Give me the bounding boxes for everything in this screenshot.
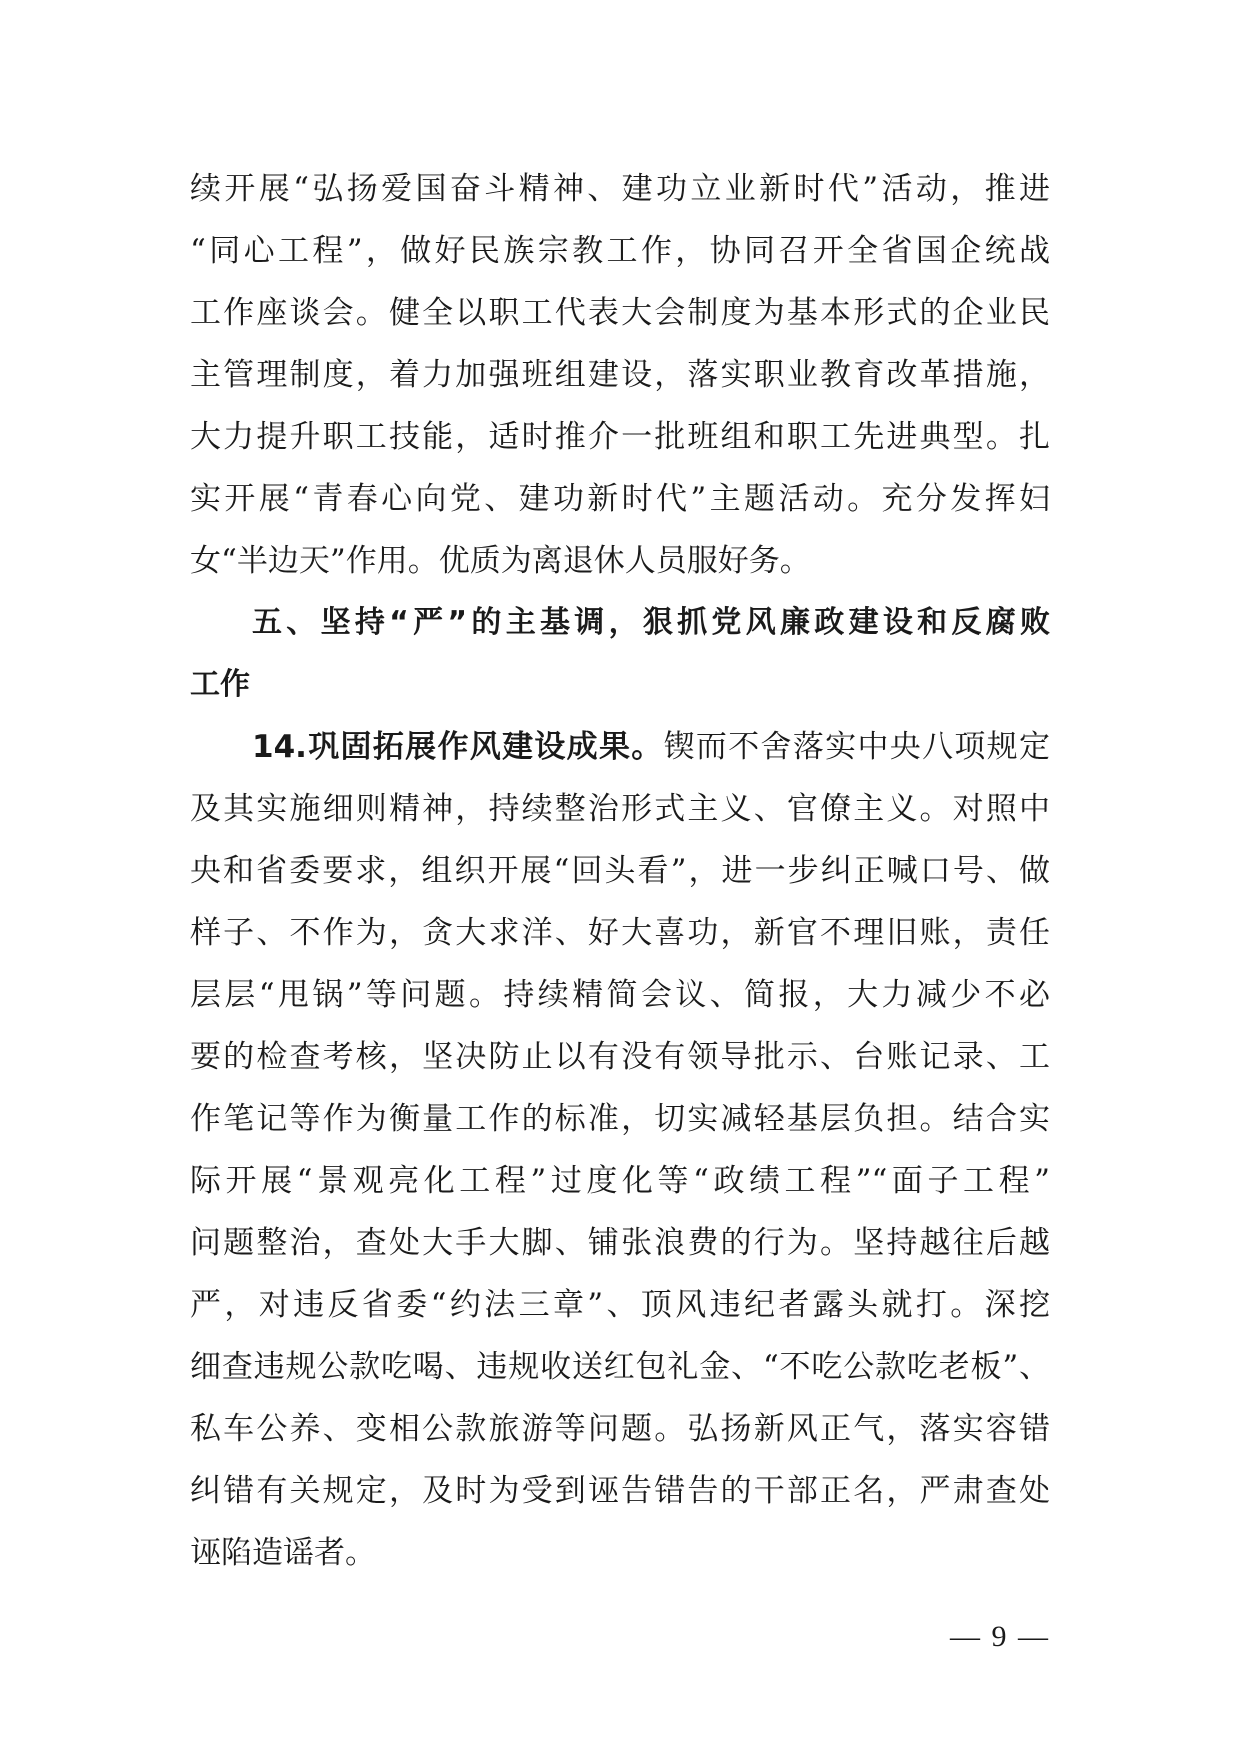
section-heading-line: 工作 (190, 667, 250, 702)
paragraph-line: 实开展“青春心向党、建功新时代”主题活动。充分发挥妇 (190, 481, 1050, 517)
item-14-first-line-text: 锲而不舍落实中央八项规定 (663, 729, 1050, 765)
paragraph-line: 大力提升职工技能，适时推介一批班组和职工先进典型。扎 (190, 419, 1050, 455)
paragraph-line: 际开展“景观亮化工程”过度化等“政绩工程”“面子工程” (190, 1163, 1050, 1199)
paragraph-line: 女“半边天”作用。优质为离退休人员服好务。 (190, 543, 811, 579)
paragraph-line: 纠错有关规定，及时为受到诬告错告的干部正名，严肃查处 (190, 1473, 1050, 1509)
paragraph-line: 严，对违反省委“约法三章”、顶风违纪者露头就打。深挖 (190, 1287, 1050, 1323)
paragraph-line: 主管理制度，着力加强班组建设，落实职业教育改革措施， (190, 357, 1050, 393)
paragraph-line: 工作座谈会。健全以职工代表大会制度为基本形式的企业民 (190, 295, 1050, 331)
item-14-first-line (190, 716, 1050, 778)
page-number: — 9 — (950, 1620, 1050, 1653)
paragraph-line: 作笔记等作为衡量工作的标准，切实减轻基层负担。结合实 (190, 1101, 1050, 1137)
paragraph-line: 层层“甩锅”等问题。持续精简会议、简报，大力减少不必 (190, 977, 1050, 1013)
paragraph-line: 央和省委要求，组织开展“回头看”，进一步纠正喊口号、做 (190, 853, 1050, 889)
paragraph-line: 要的检查考核，坚决防止以有没有领导批示、台账记录、工 (190, 1039, 1050, 1075)
paragraph-line: 问题整治，查处大手大脚、铺张浪费的行为。坚持越往后越 (190, 1225, 1050, 1261)
paragraph-line: 及其实施细则精神，持续整治形式主义、官僚主义。对照中 (190, 791, 1050, 827)
section-heading-line: 五、坚持“严”的主基调，狠抓党风廉政建设和反腐败 (252, 605, 1050, 640)
document-body (190, 158, 1050, 1584)
paragraph-line: 私车公养、变相公款旅游等问题。弘扬新风正气，落实容错 (190, 1411, 1050, 1447)
paragraph-line: 诬陷造谣者。 (190, 1535, 376, 1571)
paragraph-line: 样子、不作为，贪大求洋、好大喜功，新官不理旧账，责任 (190, 915, 1050, 951)
item-14-subtitle: 14.巩固拓展作风建设成果。 (252, 729, 664, 765)
paragraph-line: 细查违规公款吃喝、违规收送红包礼金、“不吃公款吃老板”、 (190, 1349, 1050, 1385)
paragraph-line: 续开展“弘扬爱国奋斗精神、建功立业新时代”活动，推进 (190, 171, 1050, 207)
paragraph-line: “同心工程”，做好民族宗教工作，协同召开全省国企统战 (190, 233, 1050, 269)
